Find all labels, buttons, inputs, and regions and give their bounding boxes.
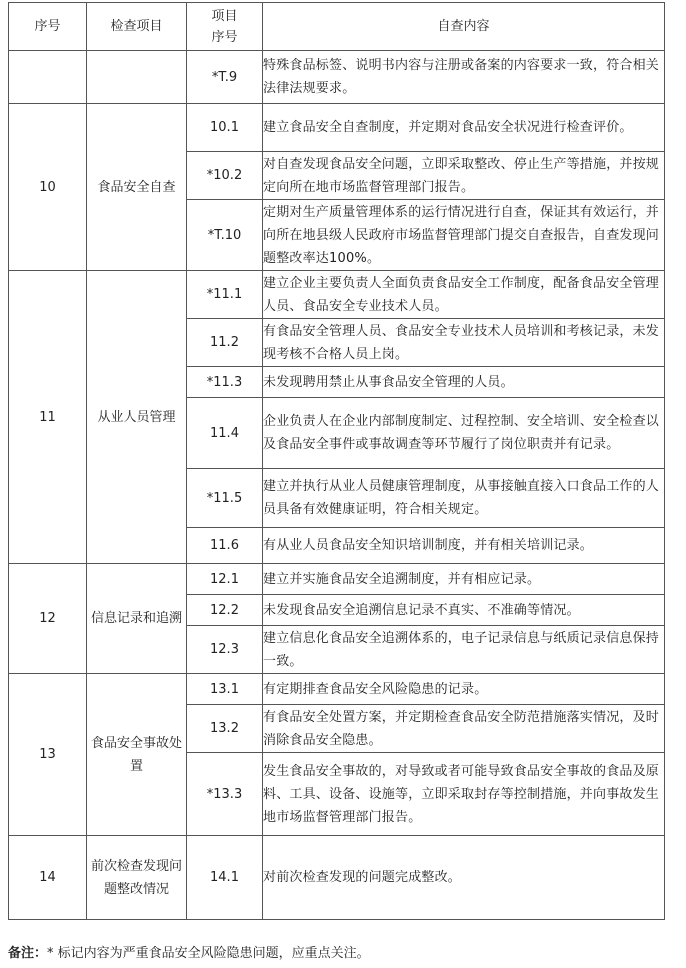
content-cell: 对前次检查发现的问题完成整改。 [263, 836, 665, 920]
item-no-cell: 10.1 [187, 104, 263, 152]
content-cell: 建立食品安全自查制度，并定期对食品安全状况进行检查评价。 [263, 104, 665, 152]
content-cell: 建立并实施食品安全追溯制度，并有相应记录。 [263, 564, 665, 595]
check-item-cell: 信息记录和追溯 [87, 564, 187, 674]
table-body [9, 51, 665, 920]
content-cell: 有定期排查食品安全风险隐患的记录。 [263, 674, 665, 705]
table-row [9, 836, 665, 920]
check-item-cell: 前次检查发现问题整改情况 [87, 836, 187, 920]
header-item-no [187, 3, 263, 51]
item-no-cell: *10.2 [187, 152, 263, 200]
item-no-cell: 13.1 [187, 674, 263, 705]
item-no-cell: 12.1 [187, 564, 263, 595]
item-no-cell: 14.1 [187, 836, 263, 920]
item-no-cell: *13.3 [187, 753, 263, 836]
table-row [9, 104, 665, 152]
table-header-row [9, 3, 665, 51]
item-no-cell: *11.3 [187, 367, 263, 398]
item-no-cell: 12.3 [187, 626, 263, 674]
item-no-cell: *T.9 [187, 51, 263, 104]
seq-cell: 13 [9, 674, 87, 836]
table-row [9, 51, 665, 104]
item-no-cell: 13.2 [187, 705, 263, 753]
table-row [9, 564, 665, 595]
item-no-cell: 11.6 [187, 528, 263, 564]
item-no-cell: *11.1 [187, 271, 263, 319]
content-cell: 有食品安全处置方案，并定期检查食品安全防范措施落实情况，及时消除食品安全隐患。 [263, 705, 665, 753]
content-cell: 有食品安全管理人员、食品安全专业技术人员培训和考核记录，未发现考核不合格人员上岗。 [263, 319, 665, 367]
footnote-label: 备注： [8, 946, 48, 961]
item-no-cell: 11.2 [187, 319, 263, 367]
content-cell: 特殊食品标签、说明书内容与注册或备案的内容要求一致，符合相关法律法规要求。 [263, 51, 665, 104]
content-cell: 建立信息化食品安全追溯体系的，电子记录信息与纸质记录信息保持一致。 [263, 626, 665, 674]
header-content: 自查内容 [263, 3, 665, 51]
seq-cell: 11 [9, 271, 87, 564]
content-cell: 发生食品安全事故的，对导致或者可能导致食品安全事故的食品及原料、工具、设备、设施等，立即采取封存等控制措施，并向事故发生地市场监督管理部门报告。 [263, 753, 665, 836]
check-item-cell: 食品安全事故处置 [87, 674, 187, 836]
seq-cell: 10 [9, 104, 87, 271]
content-cell: 建立并执行从业人员健康管理制度，从事接触直接入口食品工作的人员具备有效健康证明，符合相关规定。 [263, 469, 665, 528]
seq-cell: 12 [9, 564, 87, 674]
content-cell: 建立企业主要负责人全面负责食品安全工作制度，配备食品安全管理人员、食品安全专业技术人员。 [263, 271, 665, 319]
footnote [8, 942, 370, 961]
item-no-cell: *11.5 [187, 469, 263, 528]
check-item-cell: 从业人员管理 [87, 271, 187, 564]
footnote-text: * 标记内容为严重食品安全风险隐患问题，应重点关注。 [47, 946, 370, 961]
check-item-cell: 食品安全自查 [87, 104, 187, 271]
content-cell: 有从业人员食品安全知识培训制度，并有相关培训记录。 [263, 528, 665, 564]
seq-cell [9, 51, 87, 104]
content-cell: 未发现聘用禁止从事食品安全管理的人员。 [263, 367, 665, 398]
item-no-cell: 12.2 [187, 595, 263, 626]
table-row [9, 271, 665, 319]
content-cell: 未发现食品安全追溯信息记录不真实、不准确等情况。 [263, 595, 665, 626]
content-cell: 对自查发现食品安全问题，立即采取整改、停止生产等措施，并按规定向所在地市场监督管理部门报告。 [263, 152, 665, 200]
header-item-no-line1: 项目 [211, 8, 238, 24]
content-cell: 企业负责人在企业内部制度制定、过程控制、安全培训、安全检查以及食品安全事件或事故调查等环节履行了岗位职责并有记录。 [263, 398, 665, 469]
header-item: 检查项目 [87, 3, 187, 51]
item-no-cell: 11.4 [187, 398, 263, 469]
header-item-no-line2: 序号 [211, 29, 238, 45]
self-inspection-table [8, 2, 665, 920]
item-no-cell: *T.10 [187, 200, 263, 271]
table-row [9, 674, 665, 705]
check-item-cell [87, 51, 187, 104]
header-seq: 序号 [9, 3, 87, 51]
seq-cell: 14 [9, 836, 87, 920]
content-cell: 定期对生产质量管理体系的运行情况进行自查，保证其有效运行，并向所在地县级人民政府市场监督管理部门提交自查报告，自查发现问题整改率达100%。 [263, 200, 665, 271]
